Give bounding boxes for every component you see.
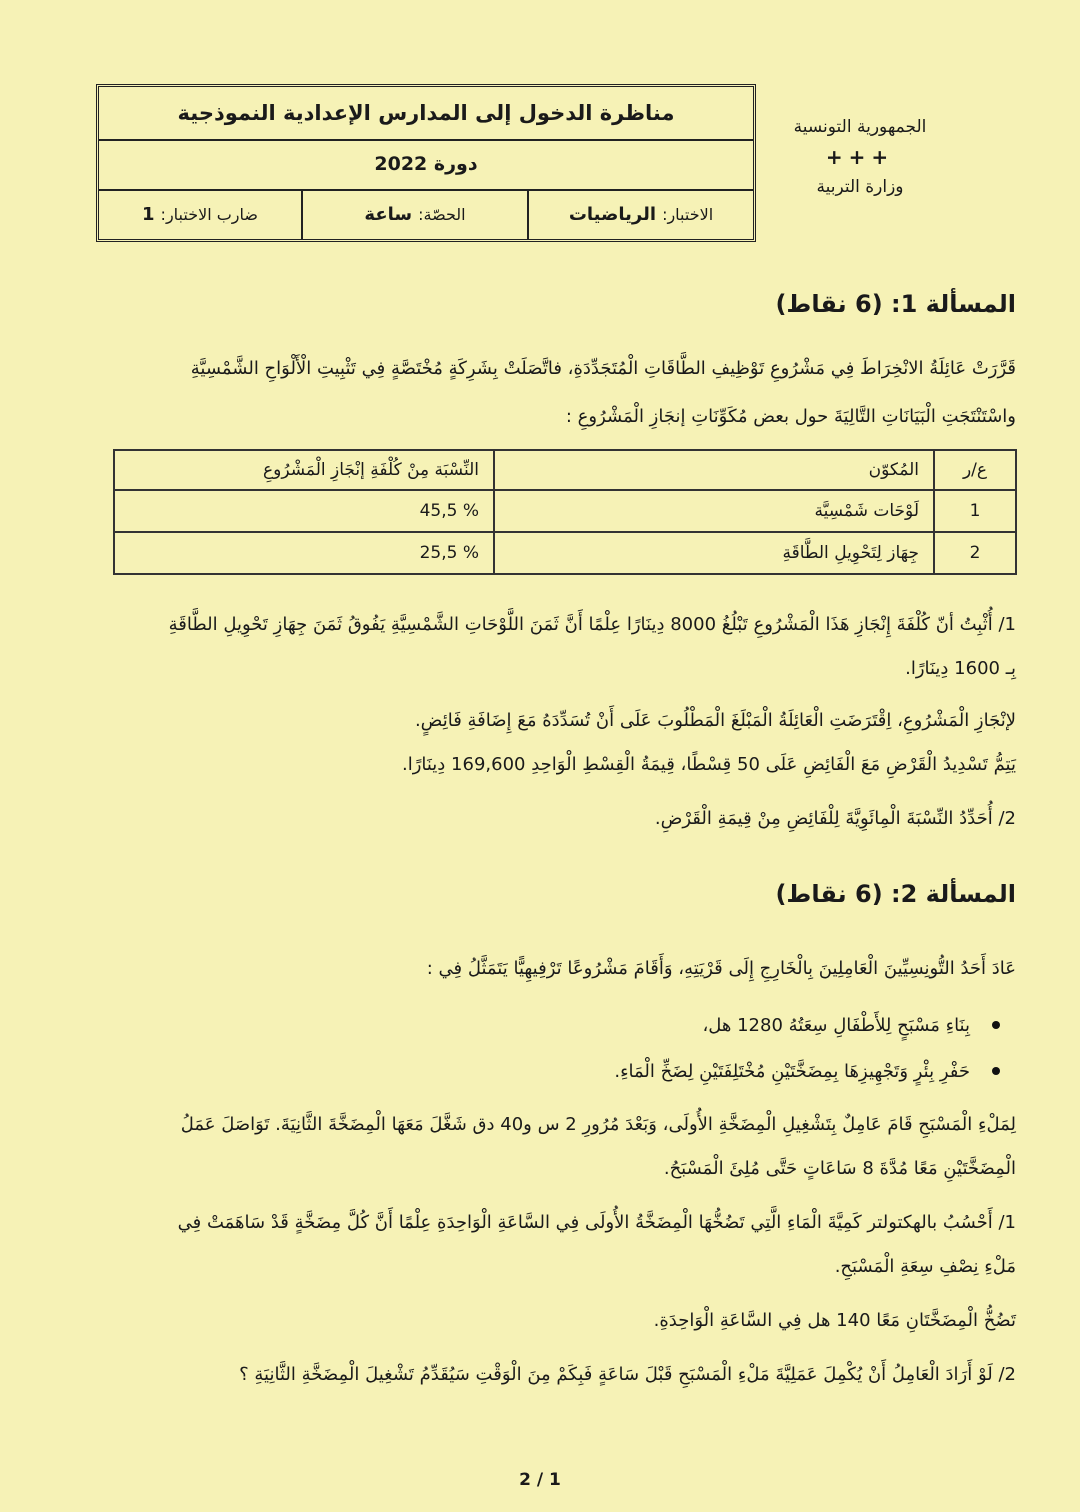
list-item — [64, 1048, 1000, 1094]
problem1-loan-line2: يَتِمُّ تَسْدِيدُ الْقَرْضِ مَعَ الْفَائِضِ عَلَى 50 قِسْطًا، قِيمَةُ الْقِسْطِ الْوَاحِدِ 169,600 دِينَارًا. — [401, 754, 1016, 775]
table-cell-num: 1 — [934, 490, 1016, 532]
table-cell-percent: % 45,5 — [114, 490, 494, 532]
problem2-q1-line1: 1/ أَحْسُبُ بالهكتولتر كَمِيَّةَ الْمَاءِ الَّتِي تَضُخُّهَا الْمِضَخَّةُ الأُولَى فِي السَّاعَةِ الْوَاحِدَةِ عِلْمًا أَنَّ كُلَّ مِضَخَّةٍ قَدْ سَاهَمَتْ فِي — [177, 1212, 1016, 1233]
stars-separator: +++ — [825, 145, 895, 169]
bullet-icon — [992, 1067, 1000, 1075]
cost-table — [113, 449, 1017, 575]
table-cell-component: لَوْحَات شَمْسِيَّة — [494, 490, 934, 532]
problem2-q2: 2/ لَوْ أَرَادَ الْعَامِلُ أَنْ يُكْمِلَ عَمَلِيَّةَ مَلْءِ الْمَسْبَحِ قَبْلَ سَاعَةٍ فَبِكَمْ مِنَ الْوَقْتِ سَيُقَدِّمُ تَشْغِيلَ الْمِضَخَّةِ الثَّانِيَةِ ؟ — [239, 1364, 1016, 1385]
list-item — [64, 1002, 1000, 1048]
bullet-text: حَفْرِ بِئْرٍ وَتَجْهِيزِهَا بِمِضَخَّتَيْنِ مُخْتَلِفَتَيْنِ لِضَخِّ الْمَاءِ. — [614, 1060, 970, 1082]
table-header-row — [114, 450, 1016, 490]
exam-session: دورة 2022 — [99, 139, 753, 191]
republic-label: الجمهورية التونسية — [793, 117, 927, 137]
table-header-component: المُكوّن — [494, 450, 934, 490]
problem2-fill-line1: لِمَلْءِ الْمَسْبَحِ قَامَ عَامِلٌ بِتَشْغِيلِ الْمِضَخَّةِ الأُولَى، وَبَعْدَ مُرُورِ 2 س و40 دق شَغَّلَ مَعَهَا الْمِضَخَّةَ الثَّانِيَةَ. تَوَاصَلَ عَمَلُ — [180, 1114, 1016, 1135]
coef-value: 1 — [142, 203, 155, 225]
problem1-q2: 2/ أُحَدِّدُ النِّسْبَةَ الْمِائَوِيَّةَ لِلْفَائِضِ مِنْ قِيمَةِ الْقَرْضِ. — [654, 808, 1016, 829]
table-header-num: ع/ر — [934, 450, 1016, 490]
problem2-title: المسألة 2: (6 نقاط) — [775, 880, 1016, 908]
bullet-icon — [992, 1021, 1000, 1029]
table-row — [114, 532, 1016, 574]
table-header-percent: النِّسْبَة مِنْ كُلْفَةِ إنْجَازِ الْمَشْرُوعِ — [114, 450, 494, 490]
page-number: 2 / 1 — [519, 1470, 561, 1490]
table-cell-num: 2 — [934, 532, 1016, 574]
problem1-intro-line2: واسْتَنْتَجَتِ الْبَيَانَاتِ التَّالِيَةَ حول بعض مُكَوِّنَاتِ إنجَازِ الْمَشْرُوعِ : — [565, 406, 1016, 427]
exam-header-box — [96, 84, 756, 242]
problem1-q1-line1: 1/ أُثْبِتُ أنّ كُلْفَةَ إِنْجَازِ هَذَا الْمَشْرُوعِ تَبْلُغُ 8000 دِينَارًا عِلْمًا أَنَّ ثَمَنَ اللَّوْحَاتِ الشَّمْسِيَّةِ يَفُوقُ ثَمَنَ جِهَازِ تَحْوِيلِ الطَّاقَةِ — [168, 614, 1016, 635]
bullet-text: بِنَاءِ مَسْبَحٍ لِلأَطْفَالِ سِعَتُهُ 1280 هل، — [702, 1014, 970, 1036]
subject-label: الاختبار: — [662, 204, 714, 224]
coef-cell — [99, 189, 301, 239]
problem2-together: تَضُخُّ الْمِضَخَّتَانِ مَعًا 140 هل فِي السَّاعَةِ الْوَاحِدَةِ. — [653, 1310, 1016, 1331]
problem1-loan-line1: لإنْجَازِ الْمَشْرُوعِ، اِقْتَرَضَتِ الْعَائِلَةُ الْمَبْلَغَ الْمَطْلُوبَ عَلَى أَنْ تُسَدِّدَهُ مَعَ إِضَافَةِ فَائِضٍ. — [414, 710, 1016, 731]
problem2-bullet-list — [64, 1002, 1000, 1094]
exam-title: مناظرة الدخول إلى المدارس الإعدادية النموذجية — [99, 87, 753, 141]
ministry-header — [780, 112, 940, 202]
exam-info-row — [99, 189, 753, 239]
problem1-intro-line1: قَرَّرَتْ عَائِلَةُ الانْخِرَاطَ فِي مَشْرُوعِ تَوْظِيفِ الطَّاقَاتِ الْمُتَجَدِّدَةِ، فاتَّصَلَتْ بِشَرِكَةٍ مُخْتَصَّةٍ فِي تَثْبِيتِ الْأَلْوَاحِ الشَّمْسِيَّةِ — [190, 358, 1016, 379]
ministry-label: وزارة التربية — [816, 177, 904, 197]
coef-label: ضارب الاختبار: — [160, 204, 258, 224]
duration-cell — [301, 189, 527, 239]
table-cell-component: جِهَاز لِتَحْوِيلِ الطَّاقَةِ — [494, 532, 934, 574]
problem1-q1-line2: بِـ 1600 دِينَارًا. — [905, 658, 1016, 679]
subject-cell — [527, 189, 753, 239]
duration-label: الحصّة: — [418, 204, 466, 224]
table-cell-percent: % 25,5 — [114, 532, 494, 574]
table-row — [114, 490, 1016, 532]
problem2-q1-line2: مَلْءِ نِصْفِ سِعَةِ الْمَسْبَحِ. — [834, 1256, 1016, 1277]
subject-value: الرياضيات — [568, 203, 657, 225]
problem2-intro: عَادَ أَحَدُ التُّونِسِيِّينَ الْعَامِلِينَ بِالْخَارِجِ إِلَى قَرْيَتِهِ، وَأَقَامَ مَشْرُوعًا تَرْفِيهِيًّا يَتَمَثَّلُ فِي : — [426, 958, 1016, 979]
problem1-title: المسألة 1: (6 نقاط) — [775, 290, 1016, 318]
problem2-fill-line2: الْمِضَخَّتَيْنِ مَعًا مُدَّةَ 8 سَاعَاتٍ حَتَّى مُلِئَ الْمَسْبَحُ. — [663, 1158, 1016, 1179]
duration-value: ساعة — [364, 203, 413, 225]
